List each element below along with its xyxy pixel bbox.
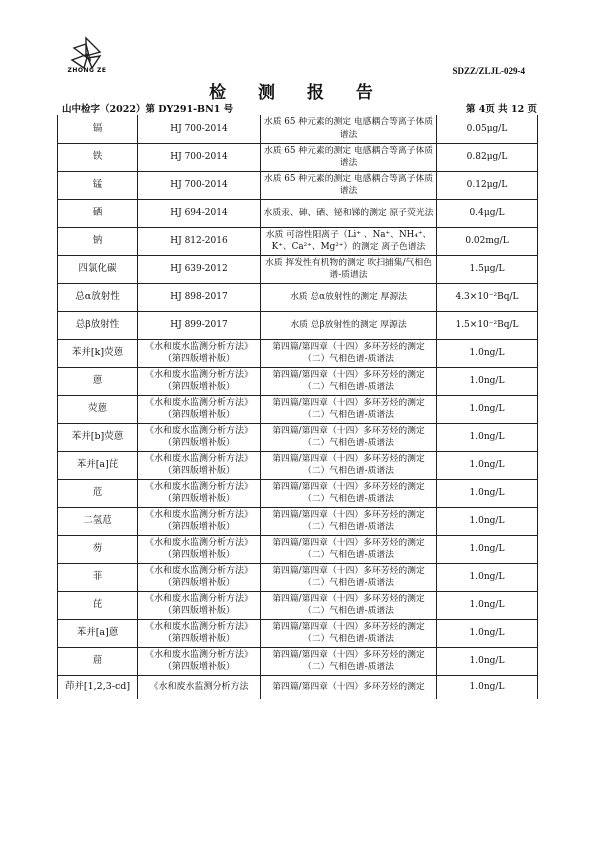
detection-limit-cell: 1.0ng/L xyxy=(437,535,538,563)
standard-cell: HJ 898-2017 xyxy=(138,283,261,311)
detection-limit-cell: 1.0ng/L xyxy=(437,479,538,507)
method-cell: 第四篇/第四章（十四）多环芳烃的测定（二）气相色谱-质谱法 xyxy=(261,563,437,591)
standard-cell: 《水和废水监测分析方法》（第四版增补版） xyxy=(138,591,261,619)
method-cell: 第四篇/第四章（十四）多环芳烃的测定（二）气相色谱-质谱法 xyxy=(261,367,437,395)
method-cell: 第四篇/第四章（十四）多环芳烃的测定 xyxy=(261,675,437,699)
standard-cell: 《水和废水监测分析方法》（第四版增补版） xyxy=(138,507,261,535)
method-cell: 水质 可溶性阳离子（Li⁺ 、Na⁺、NH₄⁺、K⁺、Ca²⁺、Mg²⁺）的测定 离子色谱法 xyxy=(261,227,437,255)
item-cell: 苊 xyxy=(58,479,138,507)
table-row xyxy=(58,143,538,171)
standard-cell: 《水和废水监测分析方法》（第四版增补版） xyxy=(138,367,261,395)
item-cell: 四氯化碳 xyxy=(58,255,138,283)
table-row xyxy=(58,199,538,227)
page-title: 检 测 报 告 xyxy=(209,83,386,103)
table-row xyxy=(58,311,538,339)
item-cell: 蒽 xyxy=(58,367,138,395)
document-code: SDZZ/ZLJL-029-4 xyxy=(452,66,525,76)
standard-cell: HJ 812-2016 xyxy=(138,227,261,255)
method-cell: 第四篇/第四章（十四）多环芳烃的测定（二）气相色谱-质谱法 xyxy=(261,395,437,423)
table-row xyxy=(58,395,538,423)
method-cell: 水质 挥发性有机物的测定 吹扫捕集/气相色谱-质谱法 xyxy=(261,255,437,283)
table-row xyxy=(58,507,538,535)
report-number: 山中检字（2022）第 DY291-BN1 号 xyxy=(62,104,234,115)
page-number: 第 4页 共 12 页 xyxy=(465,104,537,115)
standard-cell: 《水和废水监测分析方法》（第四版增补版） xyxy=(138,339,261,367)
standard-cell: 《水和废水监测分析方法》（第四版增补版） xyxy=(138,423,261,451)
detection-limit-cell: 1.0ng/L xyxy=(437,451,538,479)
table-row xyxy=(58,451,538,479)
table-row xyxy=(58,675,538,699)
table-row xyxy=(58,479,538,507)
detection-limit-cell: 1.0ng/L xyxy=(437,647,538,675)
method-cell: 水质 总β放射性的测定 厚源法 xyxy=(261,311,437,339)
table-row xyxy=(58,619,538,647)
table-row xyxy=(58,339,538,367)
detection-limit-cell: 1.5μg/L xyxy=(437,255,538,283)
standard-cell: HJ 694-2014 xyxy=(138,199,261,227)
standard-cell: 《水和废水监测分析方法》（第四版增补版） xyxy=(138,451,261,479)
table-row xyxy=(58,255,538,283)
standard-cell: 《水和废水监测分析方法》（第四版增补版） xyxy=(138,563,261,591)
item-cell: 䓛 xyxy=(58,647,138,675)
item-cell: 苯并[b]荧蒽 xyxy=(58,423,138,451)
item-cell: 苯并[k]荧蒽 xyxy=(58,339,138,367)
item-cell: 钠 xyxy=(58,227,138,255)
item-cell: 茚并[1,2,3-cd] xyxy=(58,675,138,699)
method-cell: 第四篇/第四章（十四）多环芳烃的测定（二）气相色谱-质谱法 xyxy=(261,423,437,451)
method-cell: 水质 65 种元素的测定 电感耦合等离子体质谱法 xyxy=(261,115,437,143)
table-row xyxy=(58,283,538,311)
standard-cell: HJ 700-2014 xyxy=(138,171,261,199)
method-cell: 第四篇/第四章（十四）多环芳烃的测定（二）气相色谱-质谱法 xyxy=(261,479,437,507)
method-cell: 第四篇/第四章（十四）多环芳烃的测定（二）气相色谱-质谱法 xyxy=(261,591,437,619)
method-cell: 第四篇/第四章（十四）多环芳烃的测定（二）气相色谱-质谱法 xyxy=(261,451,437,479)
item-cell: 总β放射性 xyxy=(58,311,138,339)
standard-cell: HJ 639-2012 xyxy=(138,255,261,283)
detection-limit-cell: 0.02mg/L xyxy=(437,227,538,255)
method-cell: 第四篇/第四章（十四）多环芳烃的测定（二）气相色谱-质谱法 xyxy=(261,339,437,367)
item-cell: 总α放射性 xyxy=(58,283,138,311)
logo-text: ZHONG ZE xyxy=(67,67,107,74)
detection-limit-cell: 0.82μg/L xyxy=(437,143,538,171)
detection-limit-cell: 0.05μg/L xyxy=(437,115,538,143)
detection-limit-cell: 1.0ng/L xyxy=(437,507,538,535)
standard-cell: 《水和废水监测分析方法》（第四版增补版） xyxy=(138,535,261,563)
item-cell: 锰 xyxy=(58,171,138,199)
standard-cell: 《水和废水监测分析方法》（第四版增补版） xyxy=(138,647,261,675)
standard-cell: HJ 899-2017 xyxy=(138,311,261,339)
method-cell: 第四篇/第四章（十四）多环芳烃的测定（二）气相色谱-质谱法 xyxy=(261,619,437,647)
table-row xyxy=(58,563,538,591)
item-cell: 芘 xyxy=(58,591,138,619)
method-cell: 第四篇/第四章（十四）多环芳烃的测定（二）气相色谱-质谱法 xyxy=(261,535,437,563)
standard-cell: HJ 700-2014 xyxy=(138,143,261,171)
item-cell: 荧蒽 xyxy=(58,395,138,423)
table-body xyxy=(58,115,538,699)
method-cell: 水质汞、砷、硒、铋和锑的测定 原子荧光法 xyxy=(261,199,437,227)
item-cell: 硒 xyxy=(58,199,138,227)
standard-cell: 《水和废水监测分析方法》（第四版增补版） xyxy=(138,619,261,647)
item-cell: 苯并[a]芘 xyxy=(58,451,138,479)
method-cell: 水质 总α放射性的测定 厚源法 xyxy=(261,283,437,311)
detection-limit-cell: 1.0ng/L xyxy=(437,619,538,647)
detection-limit-cell: 1.0ng/L xyxy=(437,339,538,367)
table-row xyxy=(58,647,538,675)
standard-cell: 《水和废水监测分析方法 xyxy=(138,675,261,699)
standard-cell: HJ 700-2014 xyxy=(138,115,261,143)
standard-cell: 《水和废水监测分析方法》（第四版增补版） xyxy=(138,479,261,507)
detection-limit-cell: 1.0ng/L xyxy=(437,675,538,699)
detection-limit-cell: 1.0ng/L xyxy=(437,395,538,423)
table-row xyxy=(58,367,538,395)
table-row xyxy=(58,227,538,255)
method-cell: 第四篇/第四章（十四）多环芳烃的测定（二）气相色谱-质谱法 xyxy=(261,647,437,675)
detection-limit-cell: 1.0ng/L xyxy=(437,423,538,451)
item-cell: 菲 xyxy=(58,563,138,591)
item-cell: 铁 xyxy=(58,143,138,171)
method-cell: 第四篇/第四章（十四）多环芳烃的测定（二）气相色谱-质谱法 xyxy=(261,507,437,535)
test-methods-table xyxy=(57,115,538,699)
table-row xyxy=(58,591,538,619)
detection-limit-cell: 1.0ng/L xyxy=(437,591,538,619)
detection-limit-cell: 1.0ng/L xyxy=(437,367,538,395)
table-row xyxy=(58,423,538,451)
detection-limit-cell: 0.12μg/L xyxy=(437,171,538,199)
method-cell: 水质 65 种元素的测定 电感耦合等离子体质谱法 xyxy=(261,143,437,171)
item-cell: 二氢苊 xyxy=(58,507,138,535)
detection-limit-cell: 1.5×10⁻²Bq/L xyxy=(437,311,538,339)
table-row xyxy=(58,535,538,563)
method-cell: 水质 65 种元素的测定 电感耦合等离子体质谱法 xyxy=(261,171,437,199)
standard-cell: 《水和废水监测分析方法》（第四版增补版） xyxy=(138,395,261,423)
item-cell: 芴 xyxy=(58,535,138,563)
table-row xyxy=(58,171,538,199)
detection-limit-cell: 0.4μg/L xyxy=(437,199,538,227)
table-row xyxy=(58,115,538,143)
item-cell: 苯并[a]蒽 xyxy=(58,619,138,647)
detection-limit-cell: 4.3×10⁻²Bq/L xyxy=(437,283,538,311)
item-cell: 镉 xyxy=(58,115,138,143)
detection-limit-cell: 1.0ng/L xyxy=(437,563,538,591)
